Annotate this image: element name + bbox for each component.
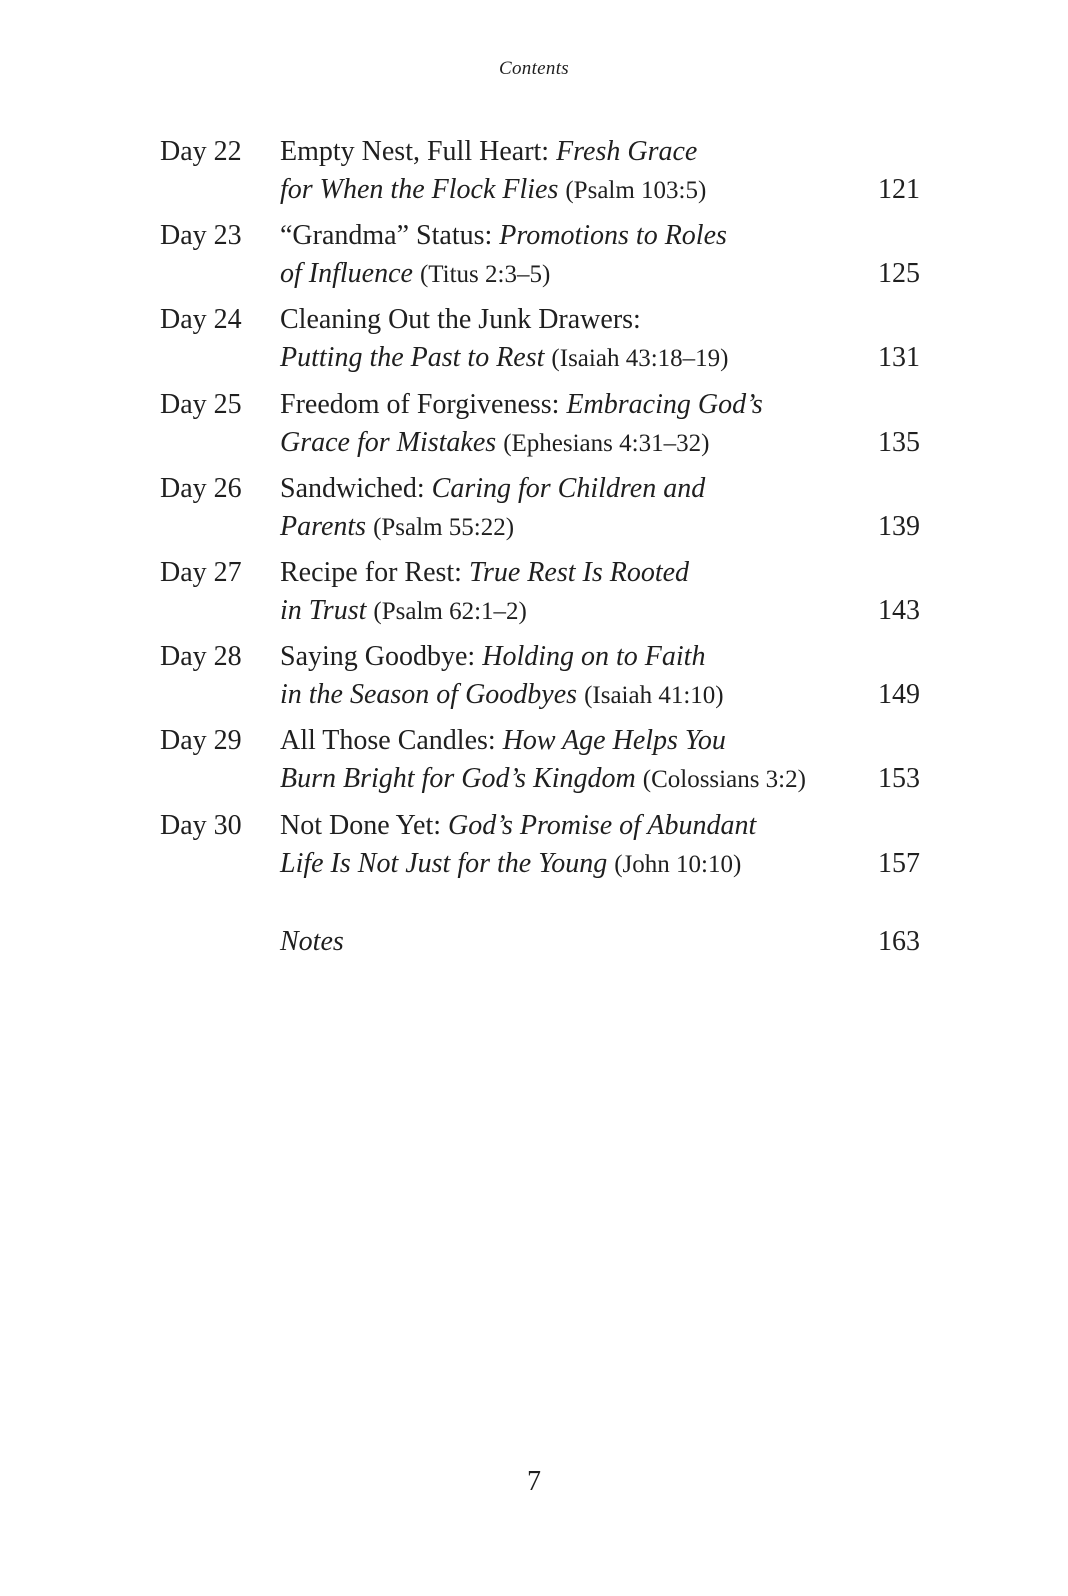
toc-subtitle-part-1: Fresh Grace [556, 136, 698, 167]
toc-page-number: 125 [878, 258, 920, 290]
toc-notes-entry [160, 923, 920, 963]
toc-title-line-2 [280, 508, 840, 547]
toc-day-label: Day 26 [160, 472, 242, 504]
toc-title [280, 638, 840, 715]
toc-title [280, 470, 840, 547]
toc-main-title: Sandwiched: [280, 472, 425, 504]
toc-title [280, 554, 840, 631]
toc-entry [160, 470, 920, 554]
toc-title-line-1 [280, 638, 840, 676]
toc-page-number: 157 [878, 847, 920, 879]
toc-title-line-2 [280, 760, 840, 799]
toc-main-title: “Grandma” Status: [280, 220, 493, 252]
toc-subtitle-part-1: True Rest Is Rooted [468, 556, 690, 588]
toc-day-label: Day 29 [160, 725, 242, 757]
toc-title-line-1 [280, 554, 840, 592]
toc-scripture-ref: (Colossians 3:2) [642, 766, 806, 794]
toc-main-title: All Those Candles: [280, 725, 496, 757]
toc-title-line-2 [280, 339, 840, 378]
toc-title [280, 217, 840, 294]
toc-entry [160, 554, 920, 638]
toc-scripture-ref: (Isaiah 43:18–19) [551, 345, 729, 373]
toc-main-title: Empty Nest, Full Heart: [280, 136, 550, 167]
toc-main-title: Recipe for Rest: [280, 556, 462, 588]
toc-day-label: Day 28 [160, 641, 242, 673]
toc-title [280, 133, 840, 210]
toc-scripture-ref: (Psalm 55:22) [373, 513, 515, 541]
toc-title [280, 722, 840, 799]
toc-title [280, 807, 840, 884]
toc-subtitle-part-1: Holding on to Faith [482, 641, 706, 673]
toc-scripture-ref: (Psalm 62:1–2) [373, 597, 527, 625]
toc-day-label: Day 22 [160, 136, 242, 167]
toc-day-label: Day 23 [160, 220, 242, 252]
toc-notes-label: Notes [280, 925, 344, 957]
toc-title-line-2 [280, 171, 840, 210]
toc-title [280, 386, 840, 463]
toc-subtitle-part-1: How Age Helps You [502, 725, 726, 757]
toc-title-line-1 [280, 722, 840, 760]
toc-entry [160, 386, 920, 470]
toc-subtitle-part-2: Putting the Past to Rest [280, 342, 545, 374]
toc-title-line-2 [280, 592, 840, 631]
toc-page-number: 143 [878, 594, 920, 626]
toc-title-line-1 [280, 386, 840, 424]
toc-entry [160, 217, 920, 301]
toc-title-line-1 [280, 217, 840, 255]
toc-main-title: Freedom of Forgiveness: [280, 388, 560, 420]
toc-scripture-ref: (Titus 2:3–5) [419, 261, 551, 289]
toc-title [280, 301, 840, 378]
page-number: 7 [527, 1466, 541, 1497]
toc-main-title: Not Done Yet: [280, 809, 442, 841]
toc-title-line-1 [280, 133, 840, 171]
running-head: Contents [499, 58, 569, 79]
toc-entry [160, 807, 920, 891]
toc-page-number: 121 [878, 174, 920, 205]
toc-title-line-1 [280, 807, 840, 845]
toc-main-title: Cleaning Out the Junk Drawers: [280, 304, 641, 336]
toc-subtitle-part-2: Life Is Not Just for the Young [280, 847, 608, 879]
toc-subtitle-part-1: Promotions to Roles [499, 220, 727, 252]
toc-title-line-1 [280, 470, 840, 508]
toc-subtitle-part-2: for When the Flock Flies [280, 174, 559, 205]
toc-day-label: Day 27 [160, 556, 242, 588]
toc-subtitle-part-2: Parents [280, 510, 367, 542]
toc-subtitle-part-2: of Influence [280, 258, 413, 290]
toc-subtitle-part-2: in Trust [280, 594, 367, 626]
toc-scripture-ref: (Psalm 103:5) [565, 177, 707, 204]
toc-page-number: 131 [878, 342, 920, 374]
toc-subtitle-part-1: Embracing God’s [566, 388, 763, 420]
toc-subtitle-part-2: Grace for Mistakes [280, 426, 497, 458]
table-of-contents [160, 133, 920, 963]
toc-title-line-2 [280, 845, 840, 884]
toc-day-label: Day 24 [160, 304, 242, 336]
toc-entry [160, 301, 920, 385]
toc-title-line-2 [280, 676, 840, 715]
toc-main-title: Saying Goodbye: [280, 641, 476, 673]
toc-day-label: Day 25 [160, 388, 242, 420]
toc-title-line-2 [280, 424, 840, 463]
toc-subtitle-part-1: God’s Promise of Abundant [448, 809, 757, 841]
toc-subtitle-part-2: in the Season of Goodbyes [280, 679, 578, 711]
toc-entry [160, 722, 920, 806]
toc-page-number: 135 [878, 426, 920, 458]
toc-title-line-1 [280, 301, 840, 339]
toc-subtitle-part-2: Burn Bright for God’s Kingdom [280, 763, 636, 795]
toc-day-label: Day 30 [160, 809, 242, 841]
toc-page-number: 153 [878, 763, 920, 795]
toc-entry [160, 133, 920, 217]
toc-page-number: 139 [878, 510, 920, 542]
toc-entry [160, 638, 920, 722]
toc-title-line-2 [280, 255, 840, 294]
toc-notes-page-number: 163 [878, 925, 920, 957]
toc-scripture-ref: (Isaiah 41:10) [584, 682, 724, 710]
toc-scripture-ref: (John 10:10) [614, 850, 742, 878]
toc-page-number: 149 [878, 679, 920, 711]
toc-subtitle-part-1: Caring for Children and [431, 472, 706, 504]
toc-scripture-ref: (Ephesians 4:31–32) [503, 429, 710, 457]
